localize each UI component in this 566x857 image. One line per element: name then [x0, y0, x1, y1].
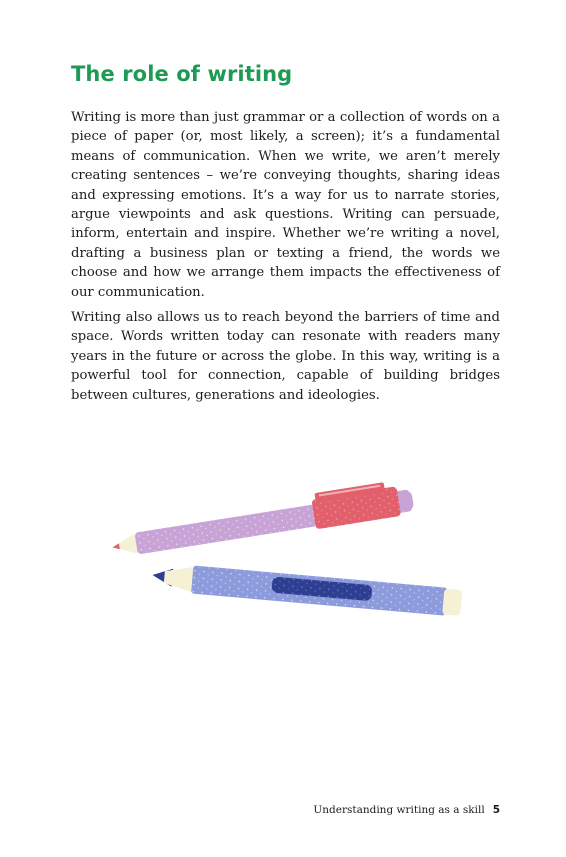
- body-text: [71, 108, 500, 411]
- page-title: The role of writing: [71, 62, 293, 86]
- paragraph-1: Writing is more than just grammar or a collection of words on a piece of paper (or, most likely, a screen); it’s a fundamental means of communication. When we write, we aren’t merely creating sentences – we’re conveying thoughts, sharing ideas and expressing emotions. It’s a way for us to narrate stories, argue viewpoints and ask questions. Writing can persuade, inform, entertain and inspire. Whether we’re writing a novel, drafting a business plan or texting a friend, the words we choose and how we arrange them impacts the effectiveness of our communication.: [71, 110, 500, 300]
- purple-pen-icon: [109, 480, 415, 561]
- page-footer: [313, 804, 500, 816]
- blue-pen-icon: [151, 562, 462, 617]
- page-number: 5: [492, 804, 500, 816]
- paragraph-2: Writing also allows us to reach beyond the barriers of time and space. Words written today can resonate with readers many years in the future or across the globe. In this way, writing is a powerful tool for connection, capable of building bridges between cultures, generations and ideologies.: [71, 310, 500, 403]
- pens-illustration: [100, 480, 470, 650]
- footer-section-title: Understanding writing as a skill: [313, 804, 485, 816]
